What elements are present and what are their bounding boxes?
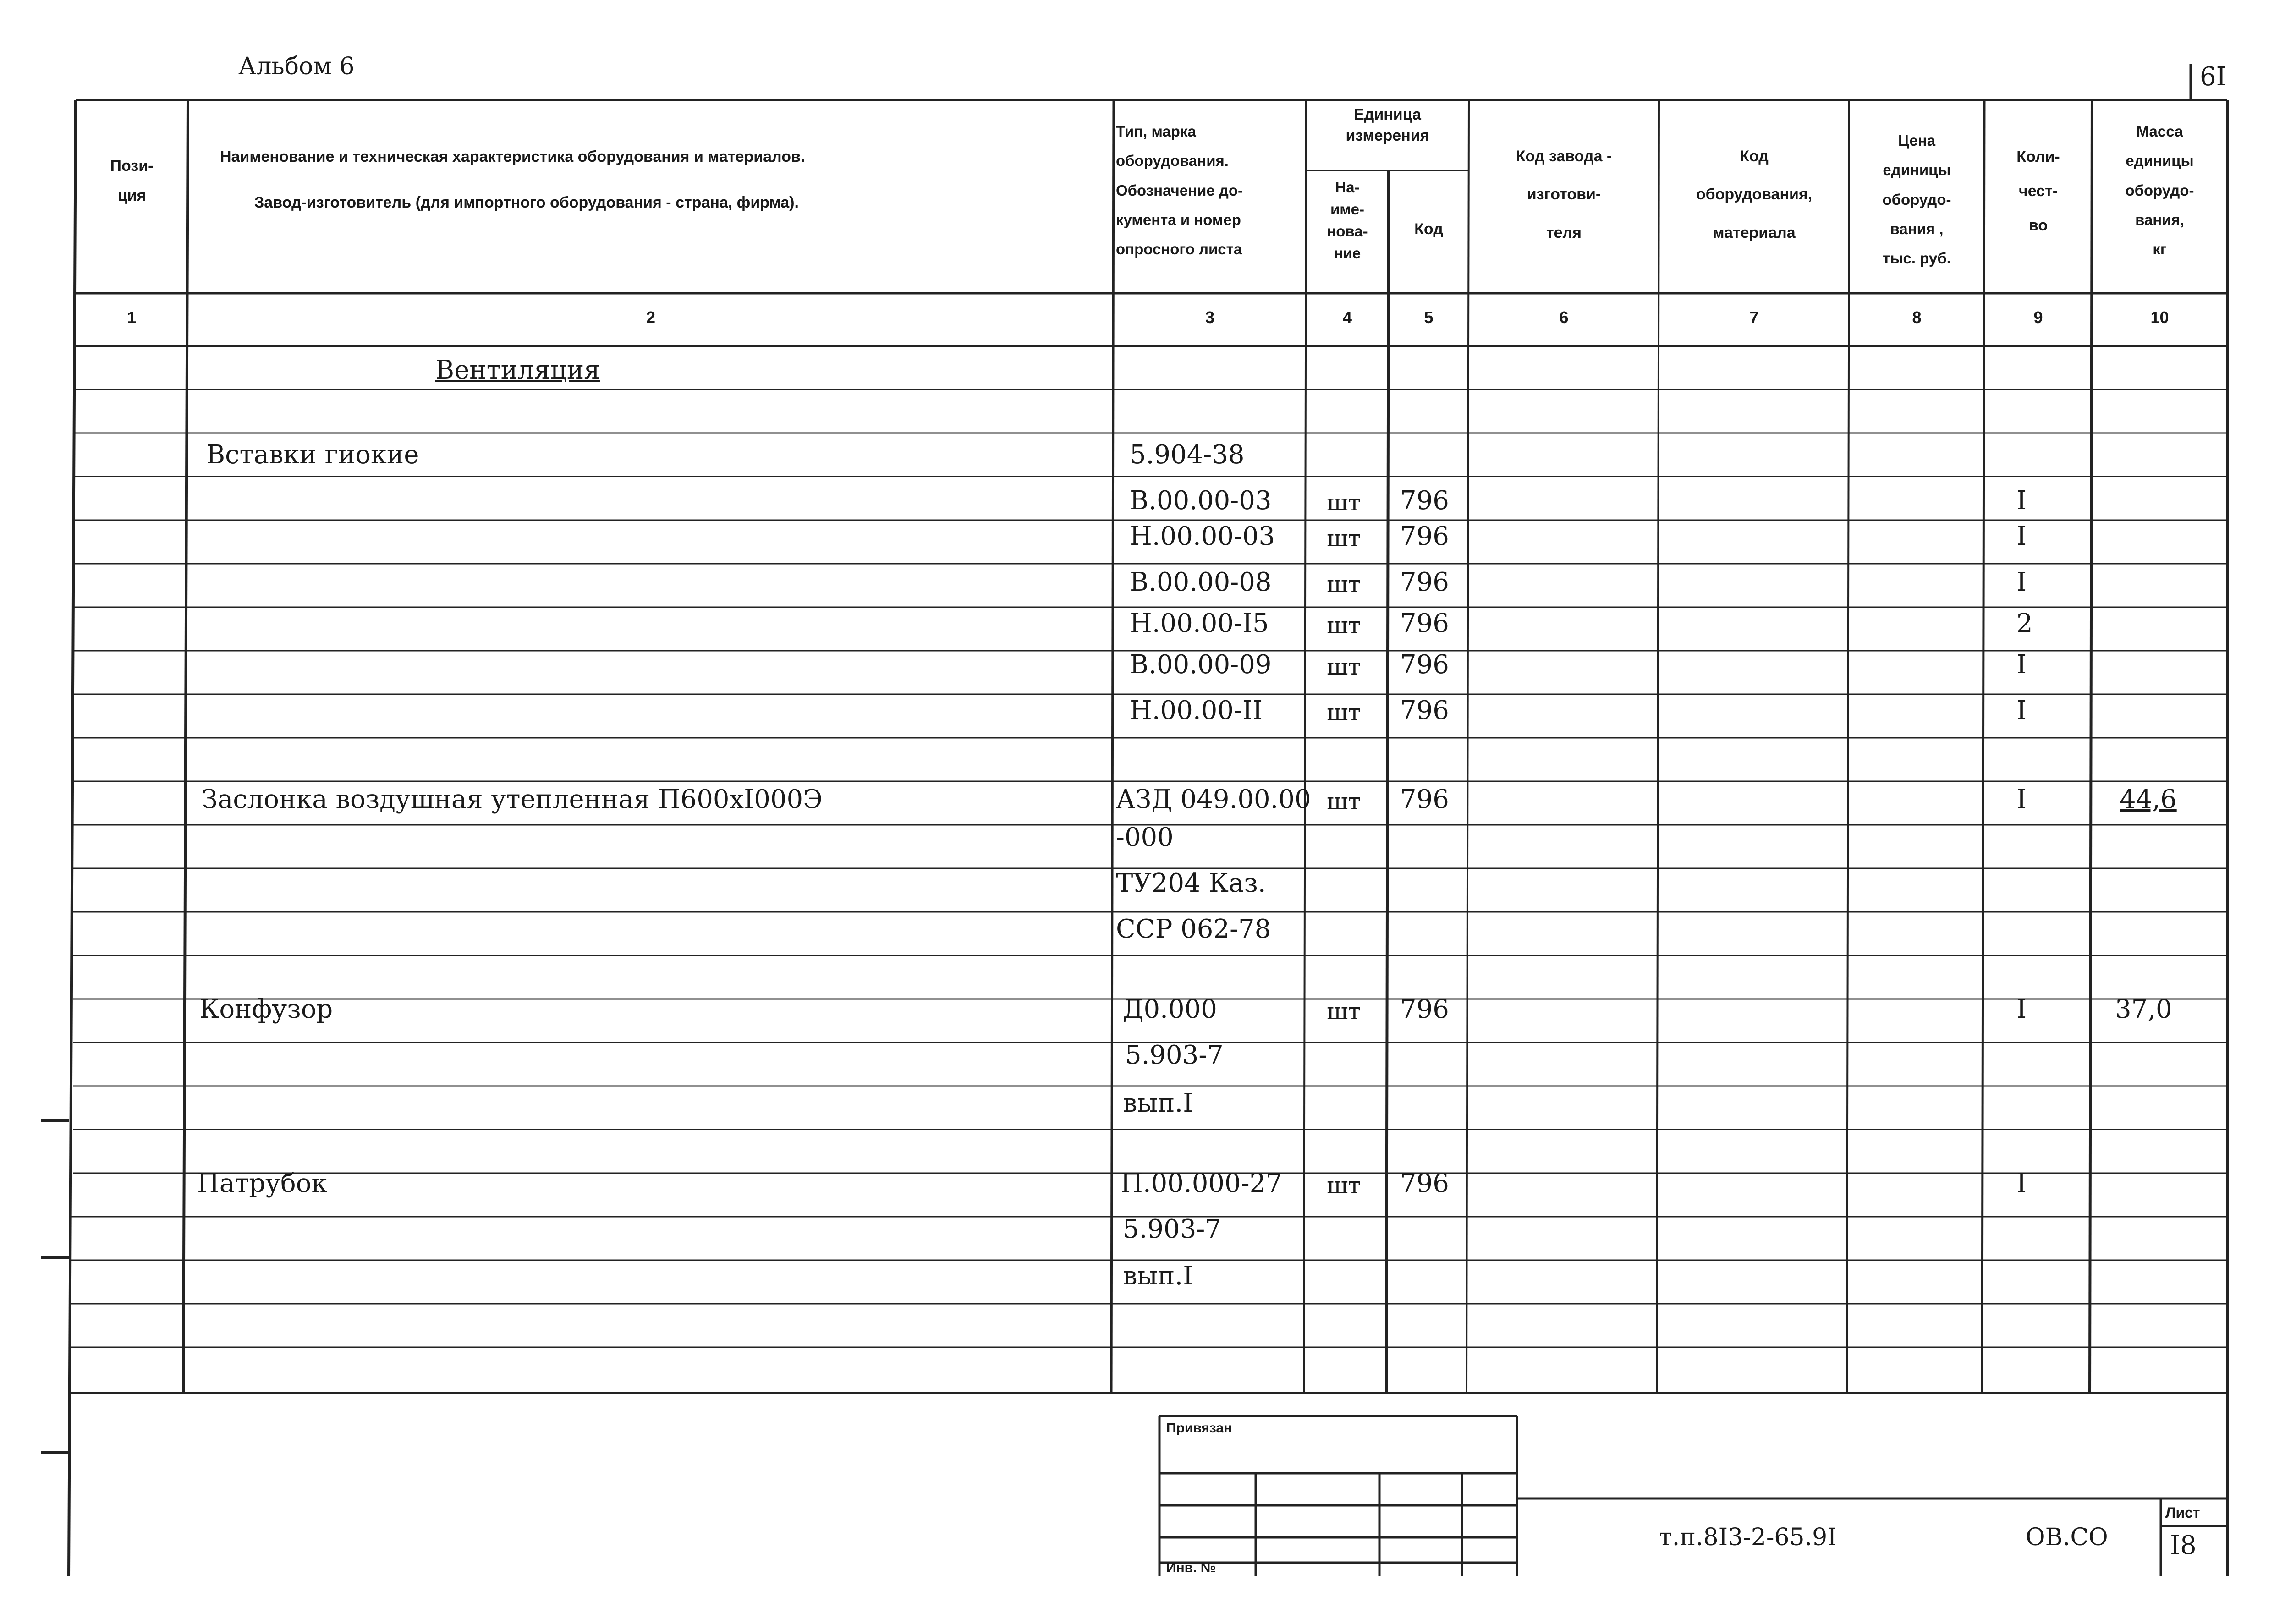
sheet-label: Лист — [2165, 1504, 2200, 1521]
section-code: ОВ.СО — [2026, 1524, 2108, 1551]
item-code: 796 — [1400, 696, 1449, 725]
item-type: 5.903-7 — [1125, 1040, 1224, 1070]
item-unit: шт — [1327, 788, 1361, 815]
item-code: 796 — [1400, 521, 1449, 551]
item-type: 5.904-38 — [1130, 440, 1245, 470]
item-type: -000 — [1116, 823, 1174, 852]
header-equipment-code: Код оборудования, материала — [1696, 148, 1813, 241]
item-quantity: I — [2016, 1169, 2027, 1198]
item-type: вып.I — [1123, 1088, 1193, 1118]
header-unit-price: Цена единицы оборудо- вания , тыс. руб. — [1882, 132, 1951, 267]
item-type: Н.00.00-03 — [1130, 521, 1275, 551]
item-quantity: I — [2016, 567, 2027, 597]
item-type: В.00.00-03 — [1130, 486, 1272, 516]
item-quantity: I — [2016, 650, 2027, 680]
item-type: В.00.00-09 — [1130, 650, 1272, 680]
document-code: т.п.8I3-2-65.9I — [1659, 1524, 1837, 1551]
item-unit: шт — [1327, 525, 1361, 552]
header-name-line2: Завод-изготовитель (для импортного оборудования - страна, фирма). — [254, 194, 799, 211]
sheet-number: I8 — [2170, 1531, 2197, 1560]
item-name: Заслонка воздушная утепленная П600хI000Э — [202, 785, 823, 814]
item-type: ССР 062-78 — [1116, 914, 1271, 944]
header-unit-mass: Масса единицы оборудо- вания, кг — [2125, 123, 2194, 258]
item-unit: шт — [1327, 489, 1361, 516]
album-label: Альбом 6 — [238, 53, 355, 80]
item-code: 796 — [1400, 1169, 1449, 1198]
item-type: В.00.00-08 — [1130, 567, 1272, 597]
item-unit: шт — [1327, 1172, 1361, 1199]
header-position: Пози- ция — [110, 157, 154, 204]
column-number: 3 — [1205, 308, 1215, 327]
header-unit-name: На- име- нова- ние — [1327, 179, 1368, 262]
item-unit: шт — [1327, 653, 1361, 680]
item-name: Вставки гиокие — [206, 440, 419, 470]
item-quantity: I — [2016, 696, 2027, 725]
header-name-line1: Наименование и техническая характеристика оборудования и материалов. — [220, 148, 805, 165]
item-unit: шт — [1327, 571, 1361, 598]
item-code: 796 — [1400, 785, 1449, 814]
item-name: Конфузор — [199, 994, 333, 1024]
header-factory-code: Код завода - изготови- теля — [1516, 148, 1612, 241]
item-code: 796 — [1400, 567, 1449, 597]
item-code: 796 — [1400, 609, 1449, 638]
item-quantity: I — [2016, 994, 2027, 1024]
item-unit: шт — [1327, 699, 1361, 726]
stamp-inv-label: Инв. № — [1166, 1560, 1216, 1575]
column-number: 1 — [127, 308, 137, 327]
header-unit-group: Единица измерения — [1346, 106, 1429, 144]
item-type: Н.00.00-II — [1130, 696, 1263, 725]
column-number: 2 — [646, 308, 656, 327]
item-type: АЗД 049.00.00 — [1116, 785, 1311, 814]
column-number: 8 — [1912, 308, 1922, 327]
item-type: Н.00.00-I5 — [1130, 609, 1269, 638]
column-number: 9 — [2033, 308, 2043, 327]
item-code: 796 — [1400, 650, 1449, 680]
item-type: 5.903-7 — [1123, 1214, 1221, 1244]
item-name: Патрубок — [197, 1169, 328, 1198]
column-number: 7 — [1749, 308, 1759, 327]
column-number: 4 — [1342, 308, 1352, 327]
header-unit-code: Код — [1414, 220, 1443, 238]
page-number: 6I — [2200, 62, 2226, 92]
item-code: 796 — [1400, 486, 1449, 516]
item-unit: шт — [1327, 612, 1361, 639]
header-quantity: Коли- чест- во — [2016, 148, 2060, 234]
item-quantity: I — [2016, 785, 2027, 814]
item-type: ТУ204 Каз. — [1116, 868, 1266, 898]
item-quantity: I — [2016, 521, 2027, 551]
item-quantity: 2 — [2016, 609, 2033, 638]
column-number: 5 — [1424, 308, 1434, 327]
header-type: Тип, марка оборудования. Обозначение до- кумента и номер опросного листа — [1116, 123, 1243, 258]
item-mass: 44,6 — [2120, 785, 2177, 814]
item-unit: шт — [1327, 998, 1361, 1025]
item-quantity: I — [2016, 486, 2027, 516]
item-code: 796 — [1400, 994, 1449, 1024]
item-type: вып.I — [1123, 1261, 1193, 1291]
item-mass: 37,0 — [2115, 994, 2172, 1024]
column-number: 6 — [1559, 308, 1569, 327]
item-type: Д0.000 — [1123, 994, 1217, 1024]
stamp-attached-label: Привязан — [1166, 1421, 1232, 1436]
section-title: Вентиляция — [435, 355, 600, 385]
item-type: П.00.000-27 — [1121, 1169, 1282, 1198]
column-number: 10 — [2150, 308, 2169, 327]
